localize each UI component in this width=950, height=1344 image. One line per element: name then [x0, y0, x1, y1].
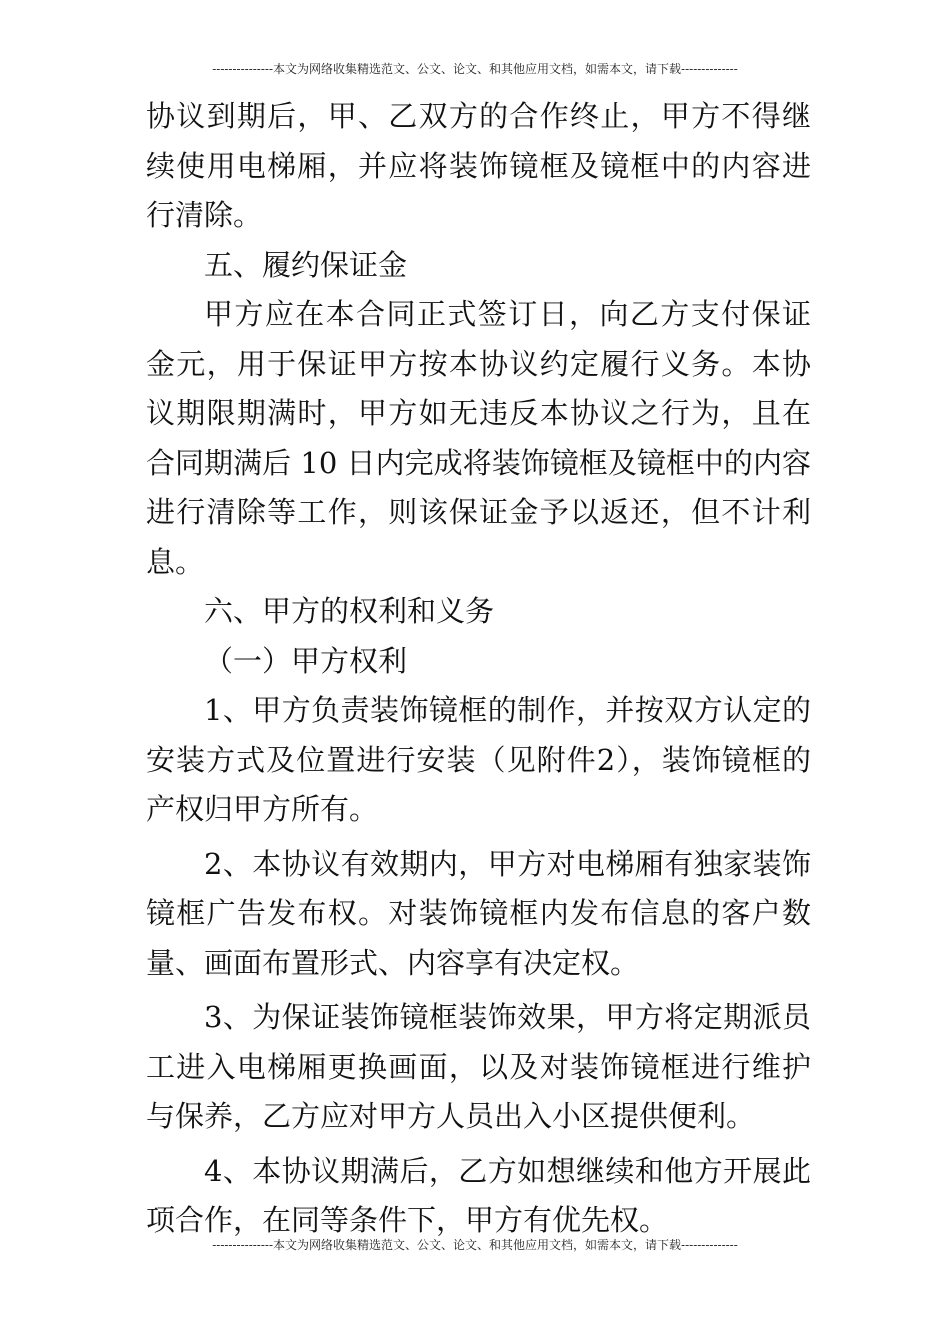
- document-body: [146, 92, 811, 1251]
- list-item: 2、本协议有效期内，甲方对电梯厢有独家装饰镜框广告发布权。对装饰镜框内发布信息的客户数量、画面布置形式、内容享有决定权。: [146, 846, 811, 980]
- list-item: 3、为保证装饰镜框装饰效果，甲方将定期派员工进入电梯厢更换画面，以及对装饰镜框进行维护与保养，乙方应对甲方人员出入小区提供便利。: [146, 1000, 811, 1133]
- list-item: 1、甲方负责装饰镜框的制作，并按双方认定的安装方式及位置进行安装（见附件2），装饰镜框的产权归甲方所有。: [146, 693, 811, 826]
- section-heading-performance-bond: 五、履约保证金: [204, 247, 408, 282]
- page-footer: ---------------本文为网络收集精选范文、公文、论文、和其他应用文档，如需本文，请下载--------------: [212, 1238, 738, 1252]
- list-item: 4、本协议期满后，乙方如想继续和他方开展此项合作，在同等条件下，甲方有优先权。: [146, 1153, 811, 1237]
- subsection-heading-party-a-rights: （一）甲方权利: [204, 643, 408, 678]
- paragraph-performance-bond: 甲方应在本合同正式签订日，向乙方支付保证金元，用于保证甲方按本协议约定履行义务。本协议期限期满时，甲方如无违反本协议之行为，且在合同期满后 10 日内完成将装饰镜框及镜框中的内容进行清除等工作，则该保证金予以返还，但不计利息。: [146, 297, 811, 579]
- paragraph-agreement-expiry: 协议到期后，甲、乙双方的合作终止，甲方不得继续使用电梯厢，并应将装饰镜框及镜框中的内容进行清除。: [146, 99, 811, 232]
- page-header: ---------------本文为网络收集精选范文、公文、论文、和其他应用文档，如需本文，请下载--------------: [212, 62, 738, 76]
- section-heading-party-a-rights: 六、甲方的权利和义务: [204, 594, 495, 628]
